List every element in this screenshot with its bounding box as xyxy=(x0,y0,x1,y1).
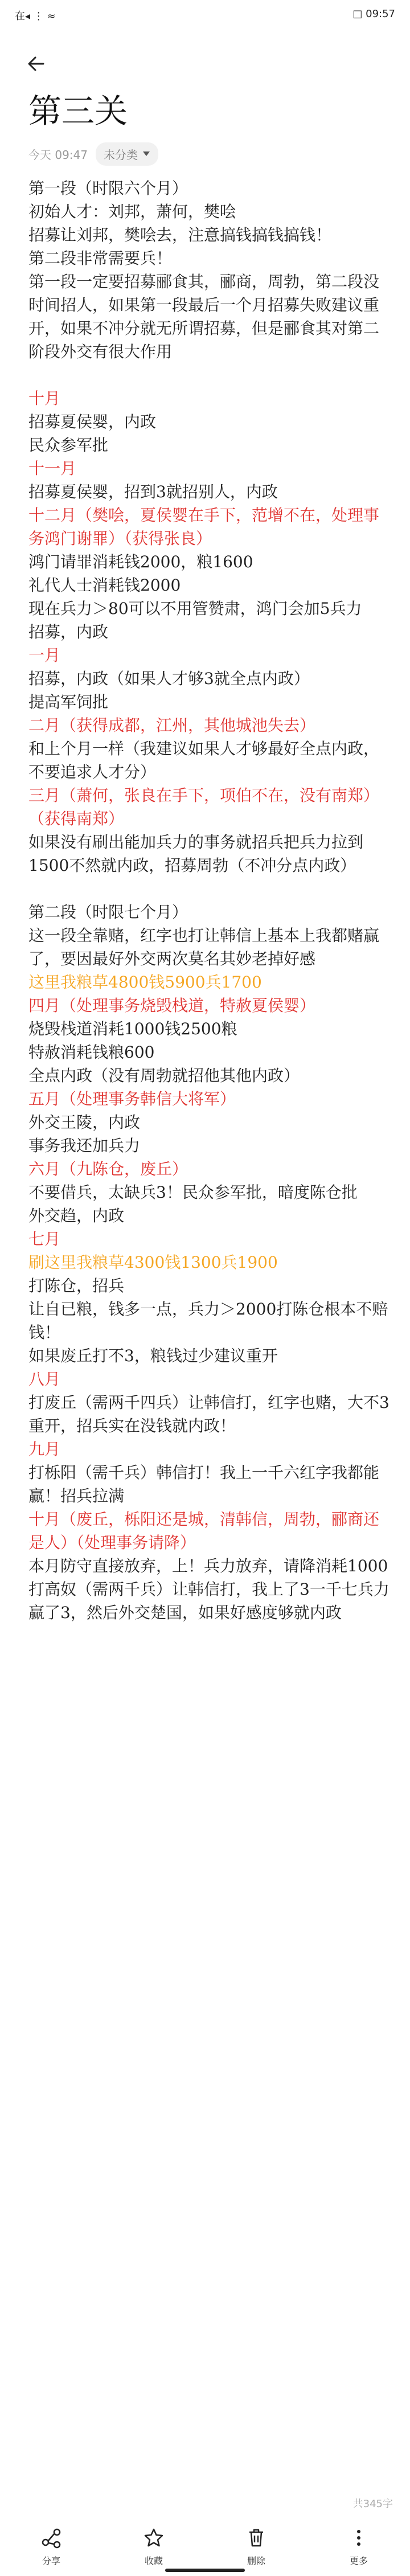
folder-selector[interactable] xyxy=(96,142,158,166)
note-line: 现在兵力＞80可以不用管赞肃，鸿门会加5兵力 xyxy=(28,599,362,618)
note-line: 这里我粮草4800钱5900兵1700 xyxy=(28,973,262,992)
note-line: 五月（处理事务韩信大将军） xyxy=(28,1090,236,1108)
note-line: 初始人才：刘邦，萧何，樊哙 xyxy=(28,202,236,221)
note-line: 招募，内政 xyxy=(28,623,109,641)
share-label: 分享 xyxy=(42,2555,60,2566)
note-line: 外交趋，内政 xyxy=(28,1206,125,1225)
note-line xyxy=(28,363,393,387)
status-right: □ 09:57 xyxy=(352,8,395,20)
bottom-toolbar xyxy=(0,2517,410,2576)
favorite-label: 收藏 xyxy=(144,2555,163,2566)
note-line: 招募夏侯婴，招到3就招别人，内政 xyxy=(28,482,278,501)
note-line: 不要借兵，太缺兵3！民众参军批，暗度陈仓批 xyxy=(28,1183,358,1202)
delete-button[interactable] xyxy=(245,2526,268,2567)
more-label: 更多 xyxy=(349,2555,368,2566)
back-button[interactable] xyxy=(25,52,48,75)
note-line: 烧毁栈道消耗1000钱2500粮 xyxy=(28,1019,237,1038)
star-icon xyxy=(142,2526,165,2549)
folder-label: 未分类 xyxy=(104,148,138,162)
note-line: 礼代人士消耗钱2000 xyxy=(28,576,181,595)
note-line: 第一段（时限六个月） xyxy=(28,179,188,198)
note-line: 如果没有刷出能加兵力的事务就招兵把兵力拉到1500不然就内政，招募周勃（不冲分点内政） xyxy=(28,833,364,875)
note-line: 七月 xyxy=(28,1230,61,1248)
share-icon xyxy=(40,2526,63,2549)
note-line: 打陈仓，招兵 xyxy=(28,1276,125,1295)
note-line: 让自已粮，钱多一点，兵力＞2000打陈仓根本不赔钱！ xyxy=(28,1300,388,1342)
note-line: 刷这里我粮草4300钱1300兵1900 xyxy=(28,1253,278,1272)
note-line: 十月（废丘，栎阳还是城，清韩信，周勃，郦商还是人）（处理事务请降） xyxy=(28,1510,380,1552)
note-line: 民众参军批 xyxy=(28,436,109,454)
trash-icon xyxy=(245,2526,268,2549)
note-line: 打高奴（需两千兵）让韩信打，我上了3一千七兵力赢了3，然后外交楚国，如果好感度够就内政 xyxy=(28,1580,390,1622)
delete-label: 删除 xyxy=(247,2555,265,2566)
note-line: 十月 xyxy=(28,389,61,408)
note-line: 打栎阳（需千兵）韩信打！我上一千六红字我都能赢！招兵拉满 xyxy=(28,1463,380,1505)
note-line: 全点内政（没有周勃就招他其他内政） xyxy=(28,1066,300,1085)
back-arrow-icon xyxy=(25,52,48,75)
share-button[interactable] xyxy=(40,2526,63,2567)
more-icon xyxy=(347,2526,370,2549)
word-count: 共345字 xyxy=(352,2498,393,2510)
note-line: 一月 xyxy=(28,646,61,665)
note-title[interactable]: 第三关 xyxy=(28,92,128,130)
note-line: 提高军饲批 xyxy=(28,693,109,711)
note-date: 今天 09:47 xyxy=(28,148,88,162)
note-meta xyxy=(28,142,158,165)
note-line: 招募，内政（如果人才够3就全点内政） xyxy=(28,669,310,688)
note-line: 如果废丘打不3，粮钱过少建议重开 xyxy=(28,1346,278,1365)
note-line: 事务我还加兵力 xyxy=(28,1136,141,1155)
gesture-handle[interactable] xyxy=(165,2569,245,2572)
note-line: 这一段全靠赌，红字也打让韩信上基本上我都赌赢了，要因最好外交两次莫名其妙老掉好感 xyxy=(28,926,380,968)
note-line: 打废丘（需两千四兵）让韩信打，红字也赌，大不3重开，招兵实在没钱就内政！ xyxy=(28,1393,390,1435)
note-line xyxy=(28,877,393,900)
note-line: 第一段一定要招募郦食其，郦商，周勃，第二段没时间招人，如果第一段最后一个月招募失败建议重开，如果不冲分就无所谓招募，但是郦食其对第二阶段外交有很大作用 xyxy=(28,272,380,361)
note-line: 四月（处理事务烧毁栈道，特赦夏侯婴） xyxy=(28,996,316,1015)
note-line: 十一月 xyxy=(28,459,77,478)
note-line: 六月（九陈仓，废丘） xyxy=(28,1160,188,1178)
note-line: 八月 xyxy=(28,1370,61,1389)
note-line: 特赦消耗钱粮600 xyxy=(28,1043,155,1062)
status-left: 在◂ ⋮ ≈ xyxy=(15,10,56,22)
note-line: 鸿门请罪消耗钱2000，粮1600 xyxy=(28,552,253,571)
triangle-down-icon xyxy=(142,151,150,157)
note-line: 第二段（时限七个月） xyxy=(28,903,188,922)
note-line: 十二月（樊哙，夏侯婴在手下，范增不在，处理事务鸿门谢罪）（获得张良） xyxy=(28,506,380,548)
more-button[interactable] xyxy=(347,2526,370,2567)
note-body[interactable] xyxy=(28,177,393,1624)
note-line: 和上个月一样（我建议如果人才够最好全点内政，不要追求人才分） xyxy=(28,739,380,781)
note-line: 三月（萧何，张良在手下，项伯不在，没有南郑）（获得南郑） xyxy=(28,786,380,828)
note-line: 招募让刘邦，樊哙去，注意搞钱搞钱搞钱！ xyxy=(28,226,332,244)
status-bar xyxy=(0,0,410,32)
note-line: 九月 xyxy=(28,1440,61,1459)
note-line: 二月（获得成都，江州，其他城池失去） xyxy=(28,716,316,735)
note-line: 招募夏侯婴，内政 xyxy=(28,412,157,431)
note-line: 第二段非常需要兵！ xyxy=(28,249,173,268)
favorite-button[interactable] xyxy=(142,2526,165,2567)
note-line: 外交王陵，内政 xyxy=(28,1113,141,1132)
note-line: 本月防守直接放弃，上！兵力放弃，请降消耗1000 xyxy=(28,1557,388,1575)
